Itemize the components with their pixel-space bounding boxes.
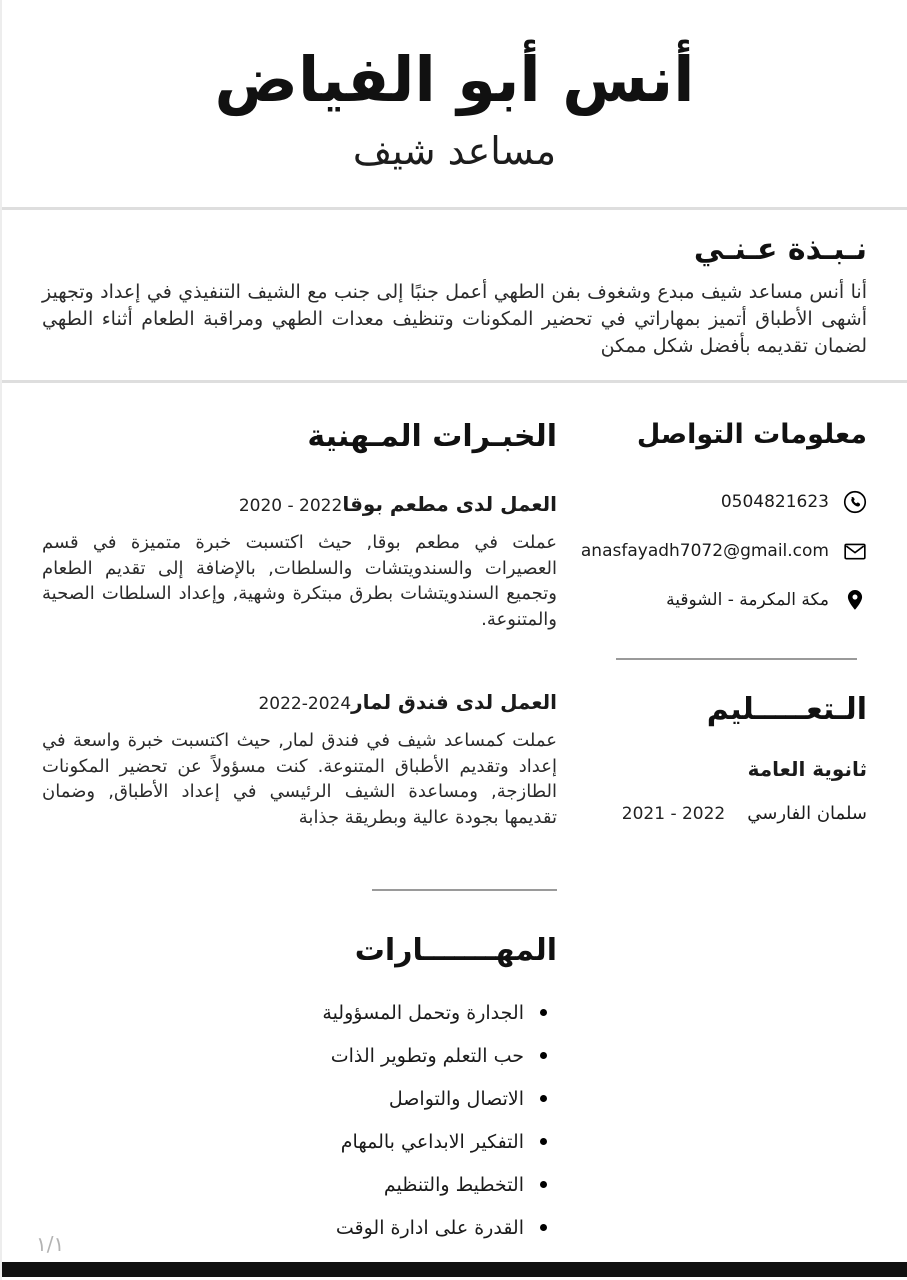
header [2, 0, 907, 173]
divider-about-bottom [2, 380, 907, 383]
page-number: ١/١ [36, 1232, 65, 1256]
contact-heading: معلومات التواصل [636, 419, 867, 451]
person-job-title: مساعد شيف [352, 129, 557, 174]
skill-label: الاتصال والتواصل [388, 1087, 524, 1110]
skill-label: حب التعلم وتطوير الذات [330, 1044, 524, 1067]
job-title: العمل لدى مطعم بوقا [342, 492, 557, 517]
person-name: أنس أبو الفياض [214, 43, 695, 116]
experience-heading: الخبـرات المـهنية [307, 419, 557, 455]
phone-icon [843, 490, 867, 514]
skill-label: التفكير الابداعي بالمهام [340, 1130, 524, 1153]
location-pin-icon [843, 588, 867, 612]
bullet-icon [540, 1095, 547, 1102]
job-description: عملت في مطعم بوقا, حيث اكتسبت خبرة متميزة في قسم العصيرات والسندويتشات والسلطات, بالإضافة إلى تقديم الطعام وتجميع السندويتشات بطرق مبتكرة وشهية, وإعداد السلطات الصحية والمتنوعة. [42, 532, 557, 630]
phone-number: 0504821623 [720, 492, 829, 513]
job-dates: 2022-2024 [258, 694, 352, 715]
job-description: عملت كمساعد شيف في فندق لمار, حيث اكتسبت خبرة واسعة في إعداد وتقديم الأطباق المتنوعة. كنت مسؤولاً عن تحضير المكونات الطازجة, ومساعدة الشيف الرئيسي في إعداد الأطباق, وضمان تقديمها بجودة عالية وبطريقة جذابة [42, 730, 557, 829]
education-dates: 2021 - 2022 [621, 804, 726, 825]
main-column [42, 419, 557, 1259]
bullet-icon [540, 1009, 547, 1016]
skill-item [42, 1174, 557, 1196]
bullet-icon [540, 1181, 547, 1188]
skill-item [42, 1217, 557, 1239]
skills-heading: المهـــــــارات [354, 932, 557, 968]
email-address: anasfayadh7072@gmail.com [580, 541, 829, 562]
job-header [42, 690, 557, 714]
contact-phone-row [602, 490, 867, 514]
email-icon [843, 539, 867, 563]
location-text: مكة المكرمة - الشوقية [666, 590, 829, 611]
skill-label: الجدارة وتحمل المسؤولية [322, 1001, 524, 1024]
about-text: أنا أنس مساعد شيف مبدع وشغوف بفن الطهي أعمل جنبًا إلى جنب مع الشيف التنفيذي في إعداد وتجهيز أشهى الأطباق أتميز بمهاراتي في تحضير المكونات وتنظيف معدات الطهي ومراقبة الطعام أثناء الطهي لضمان تقديمه بأفضل شكل ممكن [42, 281, 867, 358]
skill-item [42, 1131, 557, 1153]
education-heading: الـتعـــــليم [706, 692, 867, 728]
bullet-icon [540, 1224, 547, 1231]
experience-item [42, 492, 557, 632]
skill-item [42, 1002, 557, 1024]
contact-location-row [602, 588, 867, 612]
experience-item [42, 690, 557, 830]
skill-item [42, 1088, 557, 1110]
job-dates: 2020 - 2022 [238, 496, 343, 517]
job-title: العمل لدى فندق لمار [351, 690, 557, 715]
skill-label: التخطيط والتنظيم [383, 1173, 524, 1196]
content-columns [2, 419, 907, 1259]
skill-label: القدرة على ادارة الوقت [335, 1216, 524, 1239]
bullet-icon [540, 1052, 547, 1059]
skill-item [42, 1045, 557, 1067]
skills-divider [372, 889, 557, 891]
job-header [42, 492, 557, 516]
education-row [602, 803, 867, 824]
about-section [2, 232, 907, 360]
education-school-name: سلمان الفارسي [747, 803, 867, 825]
sidebar-divider [616, 658, 857, 660]
education-degree: ثانوية العامة [747, 757, 867, 782]
sidebar [580, 419, 867, 1259]
divider-top [2, 207, 907, 210]
bullet-icon [540, 1138, 547, 1145]
contact-email-row [580, 539, 867, 563]
bottom-bar [2, 1262, 907, 1277]
about-heading: نـبـذة عـنـي [693, 232, 867, 268]
